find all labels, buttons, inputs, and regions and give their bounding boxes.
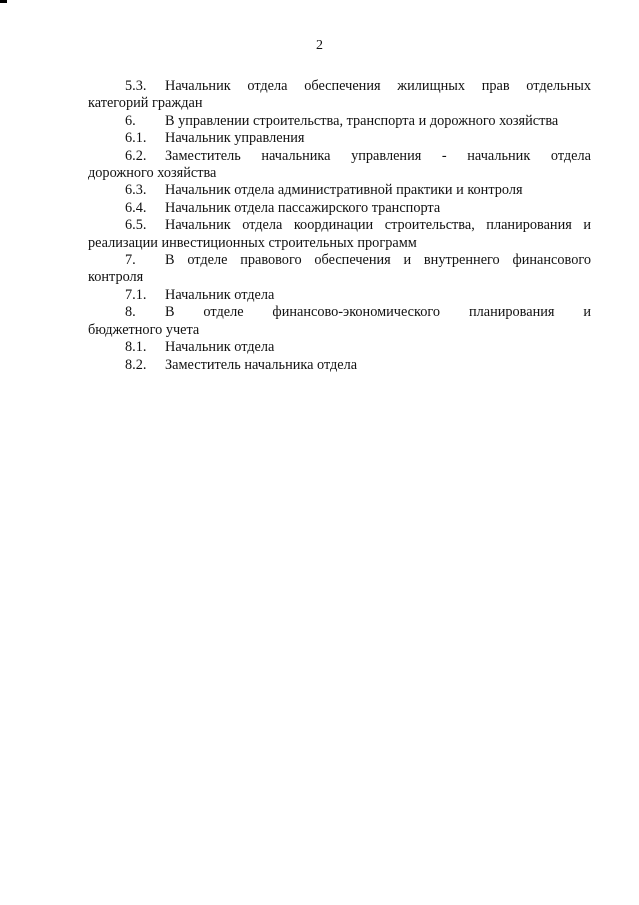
item-text: Начальник отдела координации строительства, планирования и [165,217,591,234]
item-text: Начальник отдела обеспечения жилищных прав отдельных [165,78,591,94]
item-text: Начальник отдела [165,339,275,356]
list-item [88,217,591,252]
item-text: В отделе финансово-экономического планирования и [165,304,591,321]
item-number: 5.3. [125,78,147,94]
list-item [88,113,591,130]
list-item [88,252,591,287]
list-item-first-line [88,304,591,321]
document-body [88,78,591,374]
item-text: Начальник отдела [165,286,275,303]
item-continuation: дорожного хозяйства [88,165,217,182]
page-number: 2 [316,38,323,53]
scan-corner-mark [0,0,7,3]
item-continuation: реализации инвестиционных строительных программ [88,234,417,251]
list-item [88,182,591,199]
item-number: 6.5. [125,217,147,234]
item-number: 6.3. [125,182,147,199]
item-number: 8.1. [125,339,147,356]
item-text: В отделе правового обеспечения и внутреннего финансового [165,252,591,269]
item-continuation: контроля [88,269,144,286]
list-item-first-line [88,252,591,269]
list-item [88,304,591,339]
item-number: 6. [125,112,136,129]
item-text: Заместитель начальника управления - начальник отдела [165,147,591,164]
list-item [88,200,591,217]
list-item-first-line [88,78,591,95]
item-number: 8.2. [125,356,147,373]
list-item [88,339,591,356]
list-item [88,148,591,183]
item-number: 7. [125,252,136,269]
item-continuation: бюджетного учета [88,321,200,338]
list-item [88,130,591,147]
item-number: 7.1. [125,286,147,303]
list-item-first-line [88,148,591,165]
item-text: Заместитель начальника отдела [165,356,358,373]
item-text: Начальник отдела пассажирского транспорта [165,199,441,216]
list-item [88,78,591,113]
list-item [88,357,591,374]
item-number: 6.2. [125,147,147,164]
item-number: 6.4. [125,199,147,216]
item-number: 6.1. [125,130,147,147]
item-text: Начальник управления [165,130,305,147]
list-item [88,287,591,304]
item-text: В управлении строительства, транспорта и дорожного хозяйства [165,112,559,129]
list-item-first-line [88,217,591,234]
item-text: Начальник отдела административной практики и контроля [165,182,523,199]
item-continuation: категорий граждан [88,95,203,112]
item-number: 8. [125,304,136,321]
